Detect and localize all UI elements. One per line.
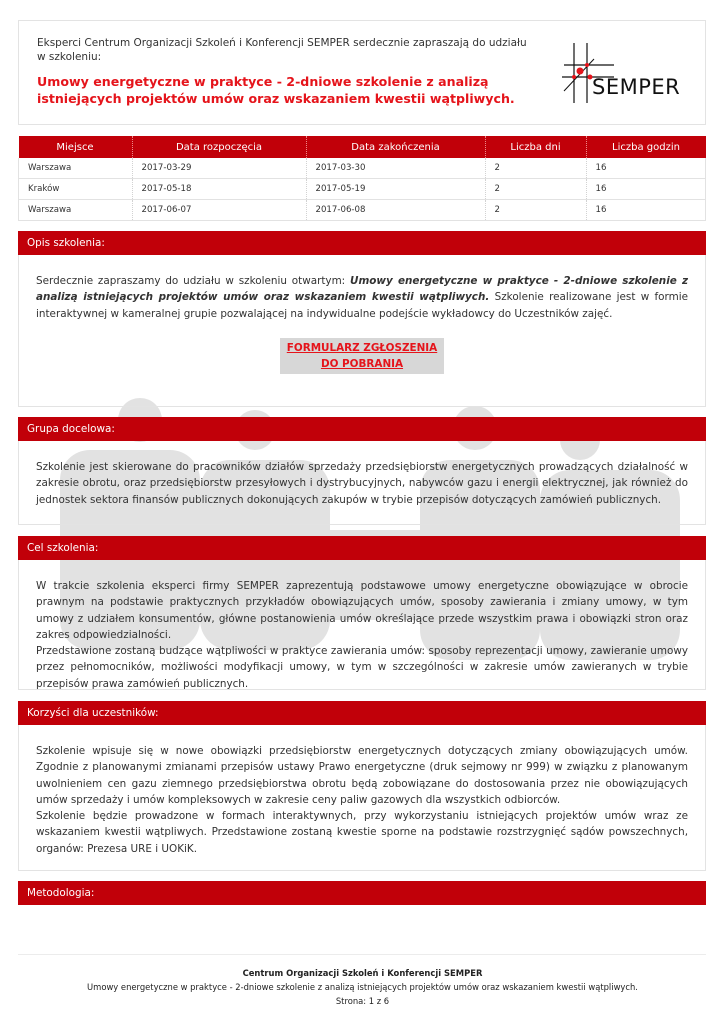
training-title: Umowy energetyczne w praktyce - 2-dniowe szkolenie z analizą istniejących projektów umów oraz wskazaniem kwestii wątpliwych. <box>37 74 515 106</box>
cell-start: 2017-06-07 <box>132 200 306 221</box>
cell-days: 2 <box>485 200 586 221</box>
cell-start: 2017-05-18 <box>132 179 306 200</box>
korzysci-paragraph-2: Szkolenie będzie prowadzone w formach interaktywnych, przy wykorzystaniu istniejących projektów umów wraz ze wskazaniem kwestii wątpliwych. Przedstawione zostaną kwestie sporne na podstawie rozstrzygnięć sądów powszechnych, organów: Prezesa URE i UOKiK. <box>36 810 688 855</box>
schedule-table <box>18 136 706 221</box>
footer-subtitle: Umowy energetyczne w praktyce - 2-dniowe szkolenie z analizą istniejących projektów umów oraz wskazaniem kwestii wątpliwych. <box>87 982 638 992</box>
section-heading-metodologia: Metodologia: <box>18 881 706 905</box>
table-row <box>19 200 706 221</box>
col-data-zakonczenia: Data zakończenia <box>306 136 485 158</box>
korzysci-paragraph-1: Szkolenie wpisuje się w nowe obowiązki przedsiębiorstw energetycznych dotyczących zmiany obowiązujących umów. Zgodnie z planowanymi zmianami przepisów ustawy Prawo energetyczne (druk sejmowy nr 999) w związku z planowanym uwolnieniem cen gazu ziemnego przedsiębiorstwa obrotu będą zobowiązane do dostosowania przez nie obowiązujących umów sprzedaży i umów kompleksowych w zakresie ceny paliw gazowych dla wszystkich odbiorców. <box>36 745 688 806</box>
semper-logo <box>554 43 694 105</box>
logo-text: SEMPER <box>592 75 681 99</box>
cell-end: 2017-06-08 <box>306 200 485 221</box>
cell-end: 2017-05-19 <box>306 179 485 200</box>
section-heading-korzysci: Korzyści dla uczestników: <box>18 701 706 725</box>
footer-divider <box>18 954 706 955</box>
section-heading-cel: Cel szkolenia: <box>18 536 706 560</box>
table-row <box>19 158 706 179</box>
section-heading-opis: Opis szkolenia: <box>18 231 706 255</box>
section-heading-grupa: Grupa docelowa: <box>18 417 706 441</box>
cel-paragraph-2: Przedstawione zostaną budzące wątpliwości w praktyce zawierania umów: sposoby reprezentacji umowy, zawieranie umowy przez pełnomocników, możliwości modyfikacji umowy, w tym w szczególności w zakresie umów zawieranych w trybie przepisów prawa zamówień publicznych. <box>36 645 688 690</box>
opis-text-start: Serdecznie zapraszamy do udziału w szkoleniu otwartym: <box>36 275 351 287</box>
cell-hours: 16 <box>586 158 706 179</box>
header-box <box>18 20 706 125</box>
cell-end: 2017-03-30 <box>306 158 485 179</box>
col-data-rozpoczecia: Data rozpoczęcia <box>132 136 306 158</box>
footer-org: Centrum Organizacji Szkoleń i Konferencji SEMPER <box>242 968 483 978</box>
opis-text-end: Szkolenie realizowane jest w formie interaktywnej w kameralnej grupie pozwalającej na indywidualne podejście wykładowcy do Uczestników zajęć. <box>36 291 689 320</box>
cell-miejsce: Warszawa <box>19 158 133 179</box>
col-liczba-dni: Liczba dni <box>485 136 586 158</box>
opis-text-title: Umowy energetyczne w praktyce - 2-dniowe szkolenie z analizą istniejących projektów umów oraz wskazaniem kwestii wątpliwych. <box>36 275 689 304</box>
cell-days: 2 <box>485 158 586 179</box>
section-text-cel <box>36 578 688 692</box>
cell-miejsce: Warszawa <box>19 200 133 221</box>
section-text-korzysci <box>36 743 688 857</box>
form-button-line2: DO POBRANIA <box>320 358 404 370</box>
cell-hours: 16 <box>586 200 706 221</box>
cell-miejsce: Kraków <box>19 179 133 200</box>
cell-days: 2 <box>485 179 586 200</box>
cell-hours: 16 <box>586 179 706 200</box>
section-text-opis <box>36 273 688 322</box>
table-row <box>19 179 706 200</box>
cell-start: 2017-03-29 <box>132 158 306 179</box>
intro-text: Eksperci Centrum Organizacji Szkoleń i Konferencji SEMPER serdecznie zapraszają do udziału w szkoleniu: <box>37 37 527 63</box>
footer-page-number: Strona: 1 z 6 <box>335 996 390 1006</box>
form-download-button[interactable] <box>280 338 444 374</box>
form-button-line1: FORMULARZ ZGŁOSZENIA <box>286 342 438 354</box>
section-text-grupa: Szkolenie jest skierowane do pracowników działów sprzedaży przedsiębiorstw energetycznych prowadzących działalność w zakresie obrotu, oraz przedsiębiorstw przesyłowych i dystrybucyjnych, nabywców gazu i energii elektrycznej, jak również do jednostek sektora finansów publicznych dokonujących zakupów w trybie przepisów dotyczących zamówień publicznych. <box>36 461 688 506</box>
col-miejsce: Miejsce <box>19 136 133 158</box>
schedule-header-row <box>19 136 706 158</box>
cel-paragraph-1: W trakcie szkolenia eksperci firmy SEMPER zaprezentują podstawowe umowy energetyczne obowiązujące w obrocie prawnym na podstawie praktycznych przykładów obowiązujących umów, sposoby zawierania i zmiany umowy, w tym umowy z udziałem konsumentów, główne postanowienia umów określające przede wszystkim prawa i obowiązki stron oraz zakres odpowiedzialności. <box>36 580 688 641</box>
col-liczba-godzin: Liczba godzin <box>586 136 706 158</box>
